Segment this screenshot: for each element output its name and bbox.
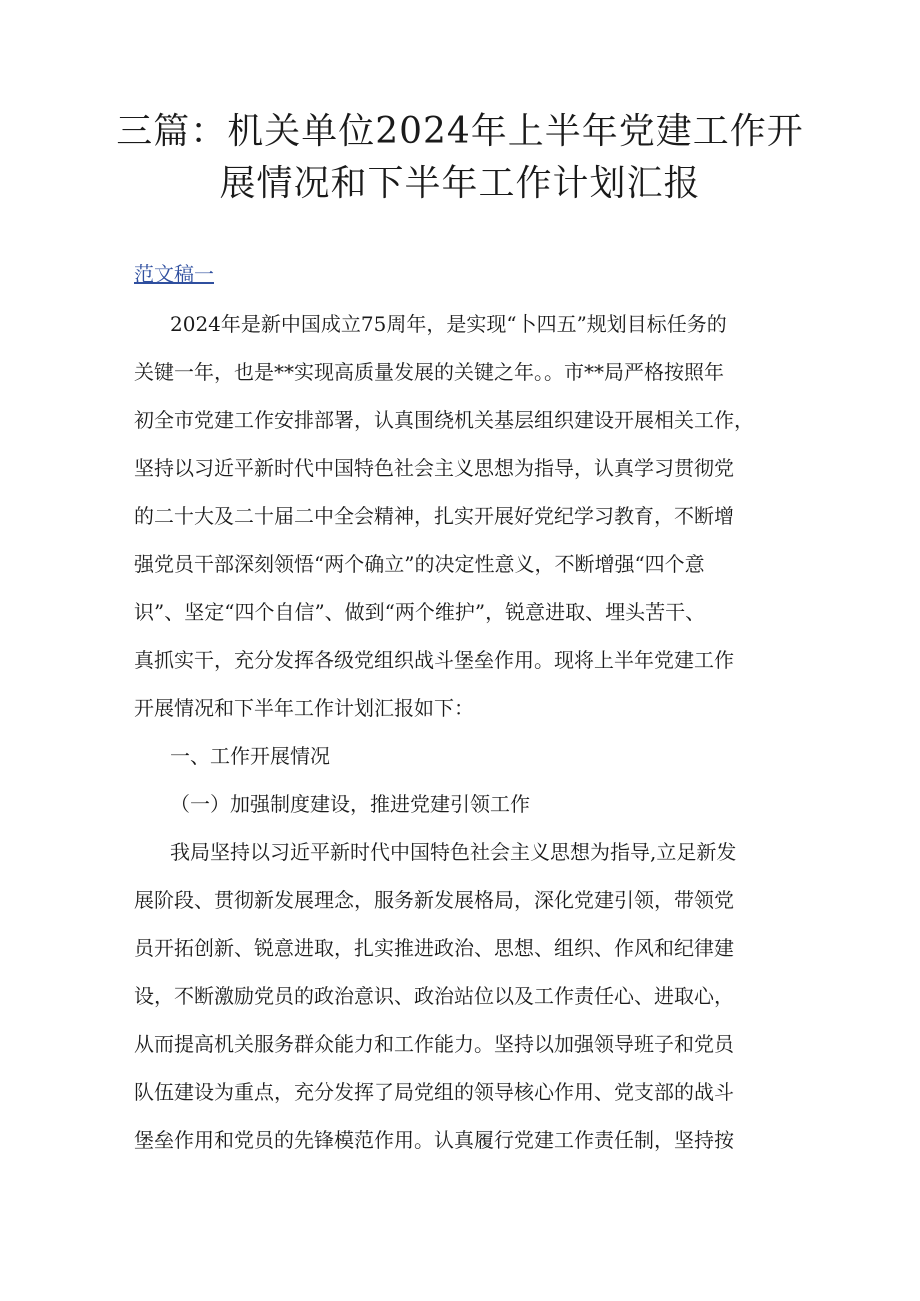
body-line-5: 的二十大及二十届二中全会精神，扎实开展好党纪学习教育，不断增	[134, 504, 734, 528]
body-line-17: 队伍建设为重点，充分发挥了局党组的领导核心作用、党支部的战斗	[134, 1080, 734, 1104]
body-line-13: 展阶段、贯彻新发展理念，服务新发展格局，深化党建引领，带领党	[134, 888, 734, 912]
body-line-16: 从而提高机关服务群众能力和工作能力。坚持以加强领导班子和党员	[134, 1032, 734, 1056]
body-line-14: 员开拓创新、锐意进取，扎实推进政治、思想、组织、作风和纪律建	[134, 936, 734, 960]
document-body	[134, 300, 804, 1164]
body-line-6: 强党员干部深刻领悟“两个确立”的决定性意义，不断增强“四个意	[134, 552, 705, 576]
section-heading: 一、工作开展情况	[170, 744, 330, 768]
sample-draft-link[interactable]: 范文稿一	[134, 262, 214, 286]
body-line-3: 初全市党建工作安排部署，认真围绕机关基层组织建设开展相关工作，	[134, 408, 754, 432]
body-line-9: 开展情况和下半年工作计划汇报如下：	[134, 696, 474, 720]
body-line-2: 关键一年，也是**实现高质量发展的关键之年。。市**局严格按照年	[134, 360, 724, 384]
body-line-12: 我局坚持以习近平新时代中国特色社会主义思想为指导,立足新发	[170, 840, 737, 864]
body-line-1: 2024年是新中国成立75周年，是实现“卜四五”规划目标任务的	[170, 312, 727, 336]
subsection-heading: （一）加强制度建设，推进党建引领工作	[170, 792, 530, 816]
title-line-1: 三篇：机关单位2024年上半年党建工作开	[116, 111, 804, 152]
body-line-18: 堡垒作用和党员的先锋模范作用。认真履行党建工作责任制，坚持按	[134, 1128, 734, 1152]
body-line-15: 设，不断激励党员的政治意识、政治站位以及工作责任心、进取心，	[134, 984, 734, 1008]
body-line-8: 真抓实干，充分发挥各级党组织战斗堡垒作用。现将上半年党建工作	[134, 648, 734, 672]
title-line-2: 展情况和下半年工作计划汇报	[219, 163, 701, 204]
document-title	[100, 106, 820, 210]
body-line-7: 识”、坚定“四个自信”、做到“两个维护”，锐意进取、埋头苦干、	[134, 600, 706, 624]
body-line-4: 坚持以习近平新时代中国特色社会主义思想为指导，认真学习贯彻党	[134, 456, 734, 480]
